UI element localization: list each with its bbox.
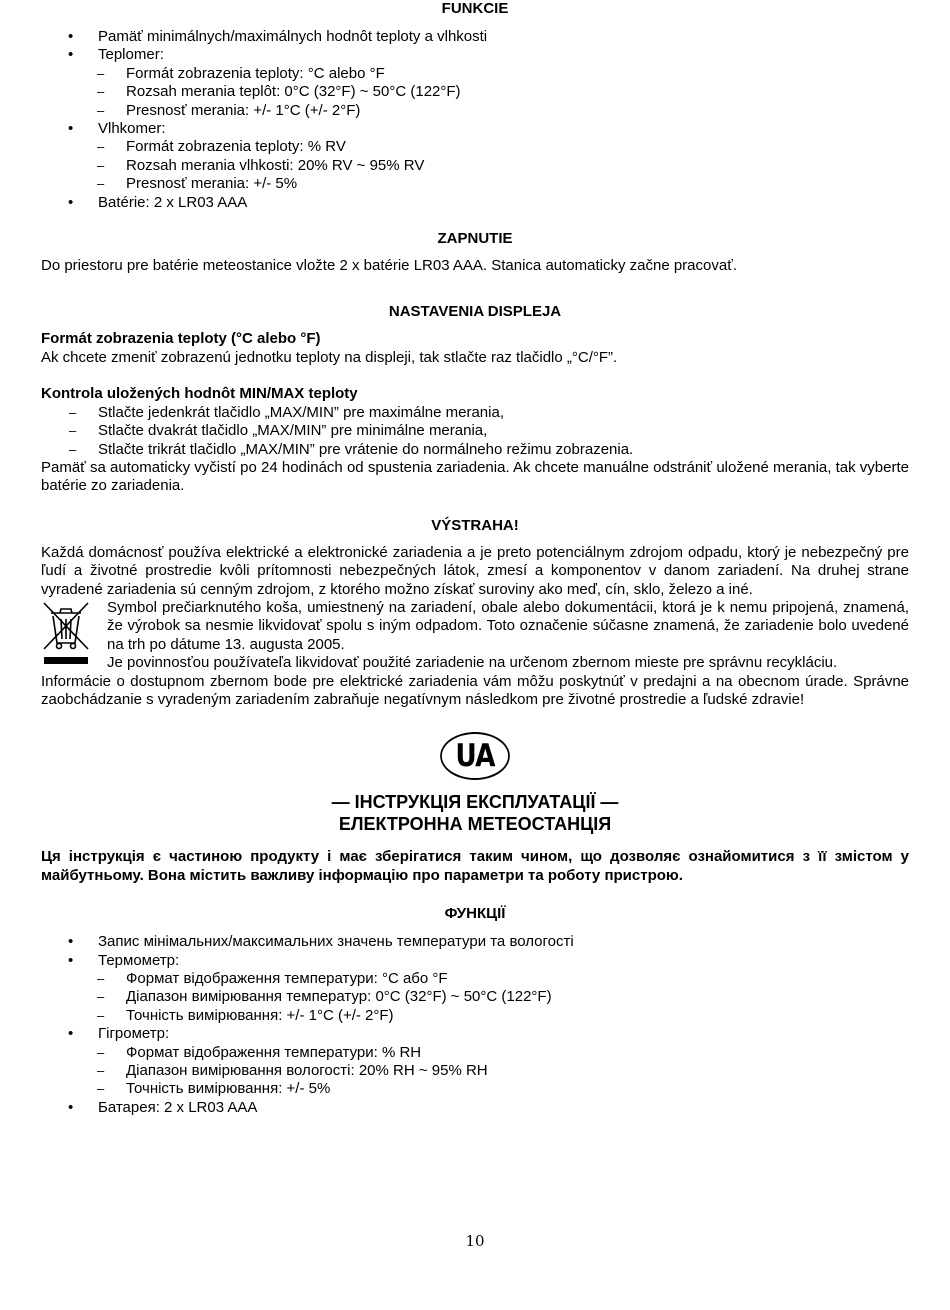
list-item: – Presnosť merania: +/- 5% (41, 175, 909, 193)
recycling-paragraph: Informácie o dostupnom zbernom bode pre elektrické zariadenia vám môžu poskytnúť v predajni a na obecnom úrade. Správne zaobchádzanie s vyradeným zariadením zabraňuje negatívnym následkom pre životné prostredie a ľudské zdravie! (41, 672, 909, 708)
list-item: • Vlhkomer: (41, 120, 909, 138)
ua-title-line2: ЕЛЕКТРОННА МЕТЕОСТАНЦІЯ (338, 814, 612, 835)
page-number: 10 (465, 1232, 485, 1250)
functions-list (41, 28, 909, 212)
minmax-list (41, 404, 909, 459)
list-item: – Stlačte jedenkrát tlačidlo „MAX/MIN” pre maximálne merania, (41, 404, 909, 422)
list-item: • Teplomer: (41, 46, 909, 64)
list-item: – Точність вимірювання: +/- 1°C (+/- 2°F) (41, 1007, 909, 1025)
list-item: – Точність вимірювання: +/- 5% (41, 1080, 909, 1098)
list-item: – Формат відображення температури: % RH (41, 1044, 909, 1062)
list-item: • Гігрометр: (41, 1025, 909, 1043)
weee-paragraph-2: Je povinnosťou používateľa likvidovať použité zariadenie na určenom zbernom mieste pre správnu recykláciu. (107, 654, 838, 672)
weee-bin-icon (41, 599, 107, 673)
power-text: Do priestoru pre batérie meteostanice vložte 2 x batérie LR03 AAA. Stanica automaticky začne pracovať. (41, 257, 737, 275)
weee-paragraph: Symbol prečiarknutého koša, umiestnený na zariadení, obale alebo dokumentácii, ktorá je k nemu pripojená, znamená, že výrobok sa nesmie likvidovať spolu s iným odpadom. Toto označenie súčasne znamená, že zariadenie bolo uvedené na trh po dátume 13. augusta 2005. (107, 598, 909, 653)
document-page (41, 0, 909, 1117)
list-item: – Formát zobrazenia teploty: °C alebo °F (41, 65, 909, 83)
list-item: • Запис мінімальних/максимальних значень температури та вологості (41, 933, 909, 951)
list-item: – Formát zobrazenia teploty: % RV (41, 138, 909, 156)
ua-functions-heading: ФУНКЦІЇ (444, 905, 506, 923)
list-item: • Batérie: 2 x LR03 AAA (41, 194, 909, 212)
list-item: – Rozsah merania vlhkosti: 20% RV ~ 95% RV (41, 157, 909, 175)
weee-block (41, 599, 909, 673)
format-subheading: Formát zobrazenia teploty (°C alebo °F) (41, 330, 321, 348)
minmax-text: Pamäť sa automaticky vyčistí po 24 hodinách od spustenia zariadenia. Ak chcete manuálne odstrániť uložené merania, tak vyberte batérie zo zariadenia. (41, 458, 909, 495)
power-heading: ZAPNUTIE (437, 230, 513, 248)
ua-functions-list (41, 933, 909, 1117)
format-text: Ak chcete zmeniť zobrazenú jednotku teploty na displeji, tak stlačte raz tlačidlo „°C/°F”. (41, 348, 618, 366)
ua-title-line1: — ІНСТРУКЦІЯ ЕКСПЛУАТАЦІЇ — (331, 792, 619, 813)
list-item: – Stlačte dvakrát tlačidlo „MAX/MIN” pre minimálne merania, (41, 422, 909, 440)
warning-paragraph: Každá domácnosť používa elektrické a elektronické zariadenia a je preto potenciálnym zdrojom odpadu, ktorý je nebezpečný pre ľudí a životné prostredie kvôli prítomnosti nebezpečných látok, zmesí a komponentov v danom zariadení. Na druhej strane vyradené zariadenia sú cenným zdrojom, z ktorého možno získať suroviny ako meď, cín, sklo, železo a iné. (41, 543, 909, 598)
minmax-subheading: Kontrola uložených hodnôt MIN/MAX teploty (41, 385, 358, 403)
list-item: • Батарея: 2 x LR03 AAA (41, 1099, 909, 1117)
warning-heading: VÝSTRAHA! (431, 516, 519, 534)
list-item: – Rozsah merania teplôt: 0°C (32°F) ~ 50°C (122°F) (41, 83, 909, 101)
list-item: – Stlačte trikrát tlačidlo „MAX/MIN” pre vrátenie do normálneho režimu zobrazenia. (41, 441, 909, 459)
list-item: – Діапазон вимірювання температур: 0°C (32°F) ~ 50°C (122°F) (41, 988, 909, 1006)
display-heading: NASTAVENIA DISPLEJA (388, 303, 562, 321)
list-item: • Pamäť minimálnych/maximálnych hodnôt teploty a vlhkosti (41, 28, 909, 46)
functions-heading: FUNKCIE (441, 0, 509, 17)
list-item: – Формат відображення температури: °C або °F (41, 970, 909, 988)
list-item: • Термометр: (41, 952, 909, 970)
ua-country-logo: UA (440, 732, 510, 780)
list-item: – Presnosť merania: +/- 1°C (+/- 2°F) (41, 102, 909, 120)
list-item: – Діапазон вимірювання вологості: 20% RH ~ 95% RH (41, 1062, 909, 1080)
ua-intro: Ця інструкція є частиною продукту і має зберігатися таким чином, що дозволяє ознайомитися з її змістом у майбутньому. Вона містить важливу інформацію про параметри та роботу пристрою. (41, 848, 909, 884)
